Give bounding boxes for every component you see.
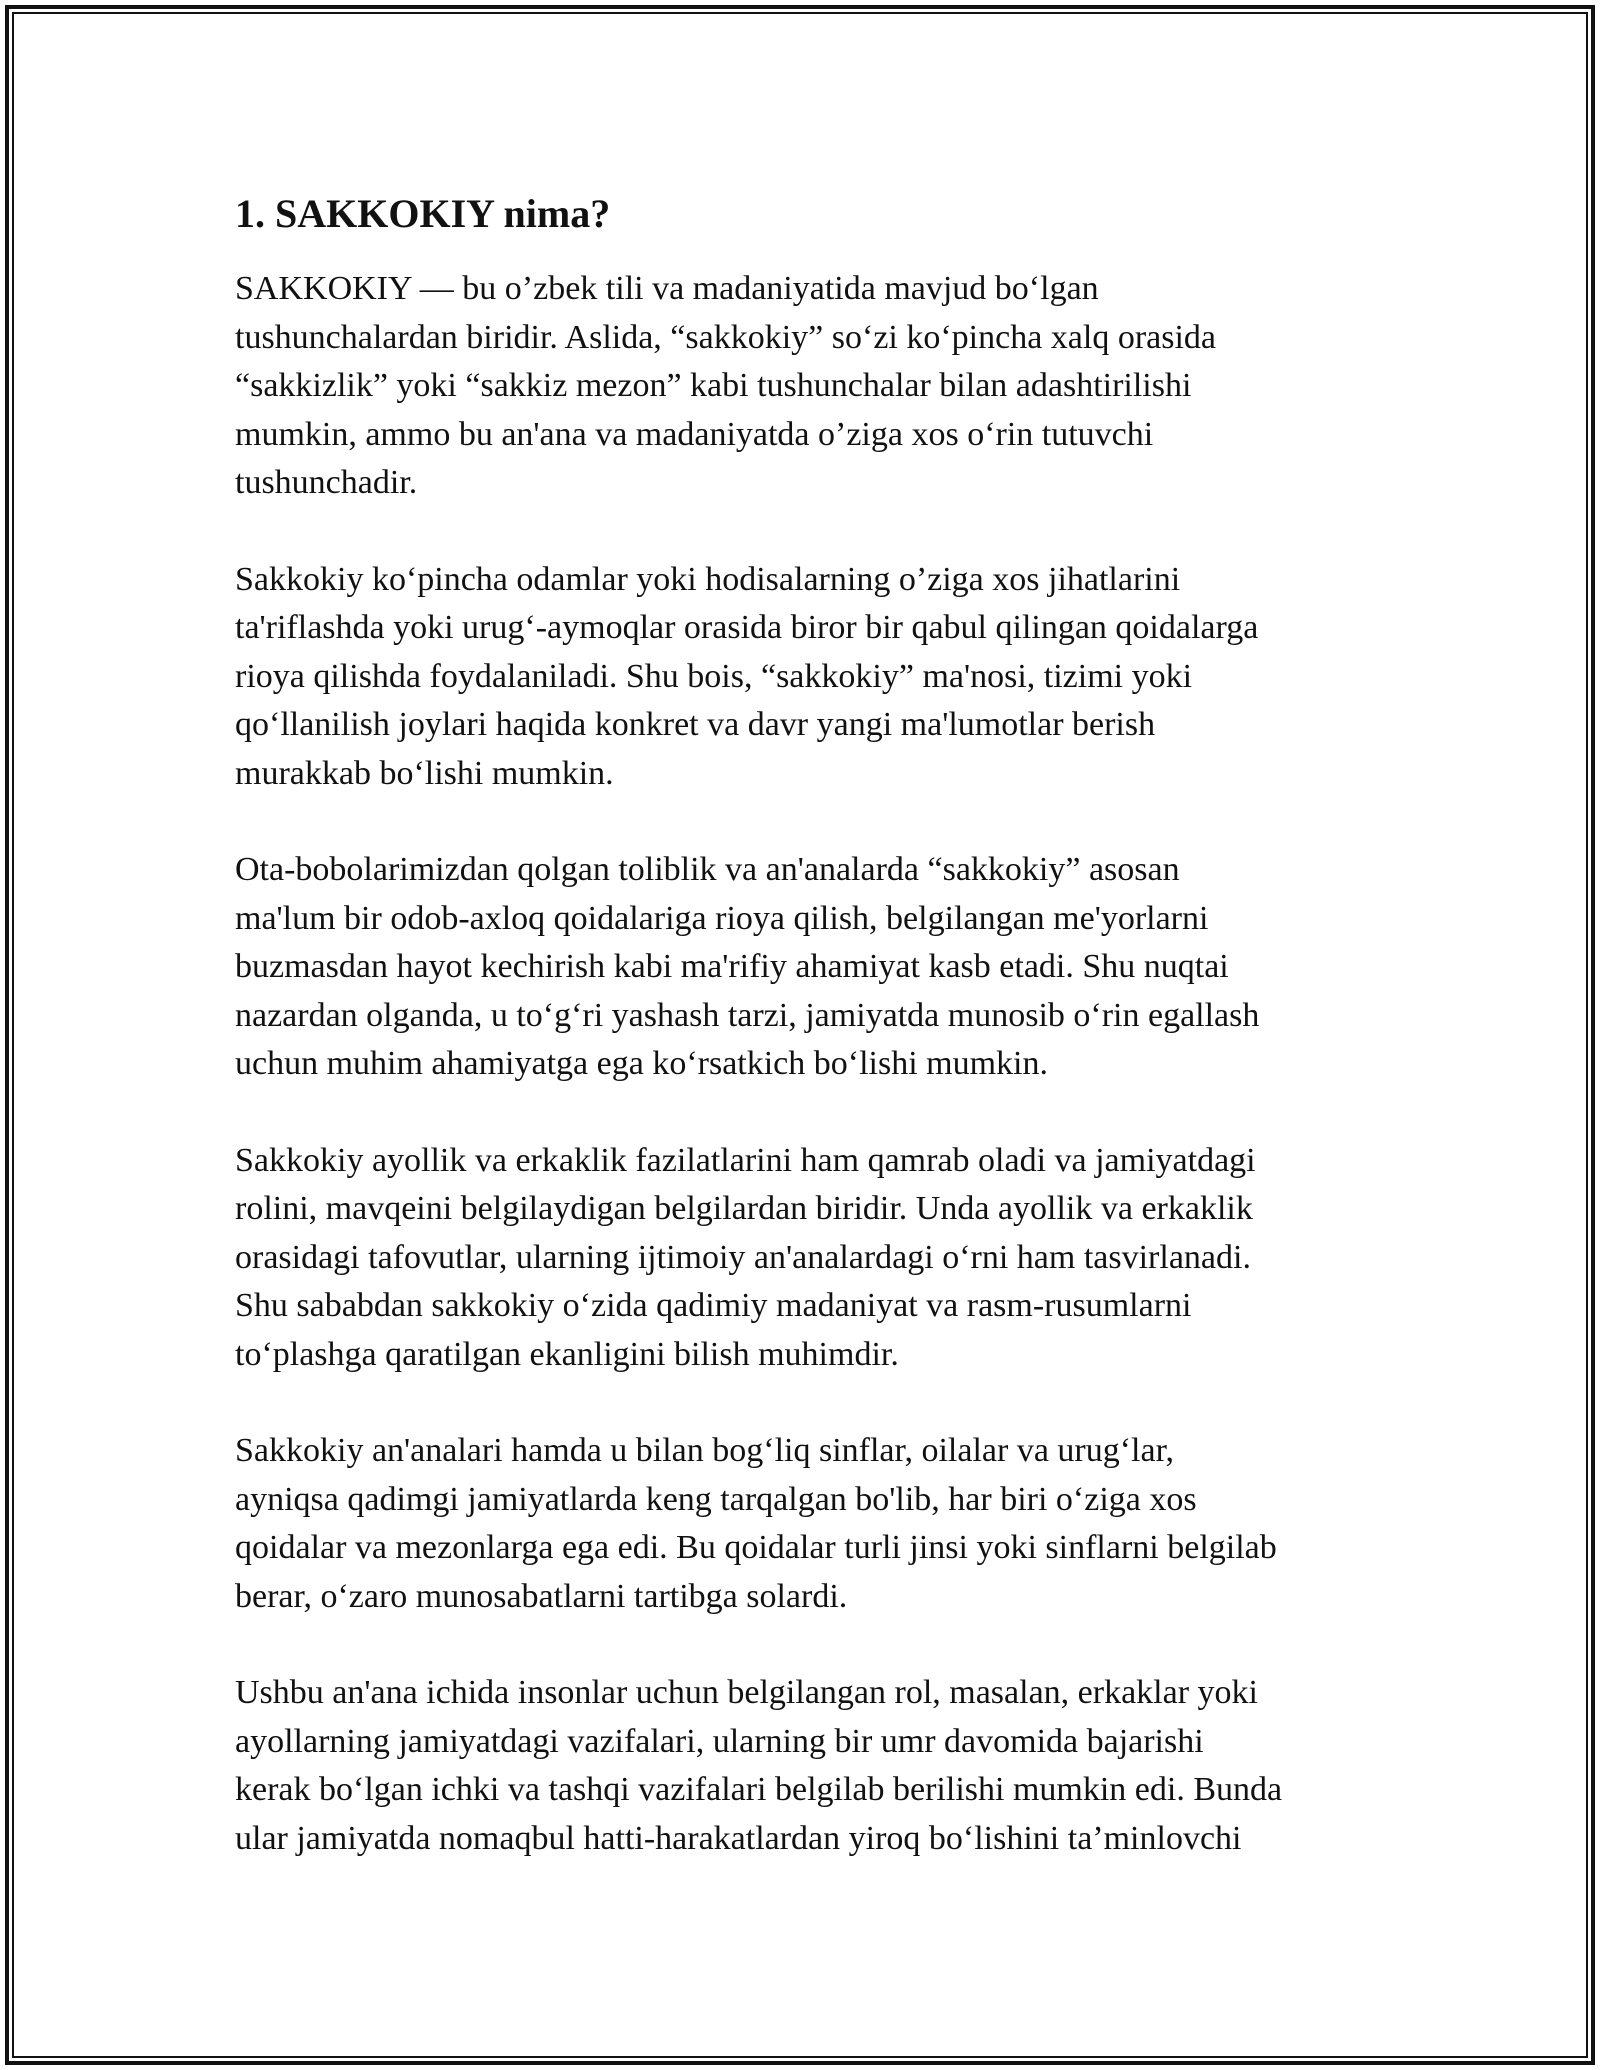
paragraph: Sakkokiy ayollik va erkaklik fazilatlarini ham qamrab oladi va jamiyatdagi rolini, mavqeini belgilaydigan belgilardan biridir. Unda ayollik va erkaklik orasidagi tafovutlar, ularning ijtimoiy an'analardagi o‘rni ham tasvirlanadi. Shu sababdan sakkokiy o‘zida qadimiy madaniyat va rasm-rusumlarni to‘plashga qaratilgan ekanligini bilish muhimdir. — [235, 1141, 1256, 1373]
section-heading: 1. SAKKOKIY nima? — [235, 191, 611, 236]
document-body — [235, 185, 1375, 1911]
paragraph: Sakkokiy ko‘pincha odamlar yoki hodisalarning o’ziga xos jihatlarini ta'riflashda yoki urug‘-aymoqlar orasida biror bir qabul qilingan qoidalarga rioya qilishda foydalaniladi. Shu bois, “sakkokiy” ma'nosi, tizimi yoki qo‘llanilish joylari haqida konkret va davr yangi ma'lumotlar berish murakkab bo‘lishi mumkin. — [235, 560, 1259, 792]
paragraph: Ushbu an'ana ichida insonlar uchun belgilangan rol, masalan, erkaklar yoki ayollarning jamiyatdagi vazifalari, ularning bir umr davomida bajarishi kerak bo‘lgan ichki va tashqi vazifalari belgilab berilishi mumkin edi. Bunda ular jamiyatda nomaqbul hatti-harakatlardan yiroq bo‘lishini ta’minlovchi — [235, 1674, 1283, 1857]
paragraph: Ota-bobolarimizdan qolgan toliblik va an'analarda “sakkokiy” asosan ma'lum bir odob-axloq qoidalariga rioya qilish, belgilangan me'yorlarni buzmasdan hayot kechirish kabi ma'rifiy ahamiyat kasb etadi. Shu nuqtai nazardan olganda, u to‘g‘ri yashash tarzi, jamiyatda munosib o‘rin egallash uchun muhim ahamiyatga ega ko‘rsatkich bo‘lishi mumkin. — [235, 851, 1260, 1082]
paragraph: SAKKOKIY — bu o’zbek tili va madaniyatida mavjud bo‘lgan tushunchalardan biridir. Aslida, “sakkokiy” so‘zi ko‘pincha xalq orasida “sakkizlik” yoki “sakkiz mezon” kabi tushunchalar bilan adashtirilishi mumkin, ammo bu an'ana va madaniyatda o’ziga xos o‘rin tutuvchi tushunchadir. — [235, 270, 1217, 501]
paragraph: Sakkokiy an'analari hamda u bilan bog‘liq sinflar, oilalar va urug‘lar, ayniqsa qadimgi jamiyatlarda keng tarqalgan bo'lib, har biri o‘ziga xos qoidalar va mezonlarga ega edi. Bu qoidalar turli jinsi yoki sinflarni belgilab berar, o‘zaro munosabatlarni tartibga solardi. — [235, 1432, 1277, 1615]
